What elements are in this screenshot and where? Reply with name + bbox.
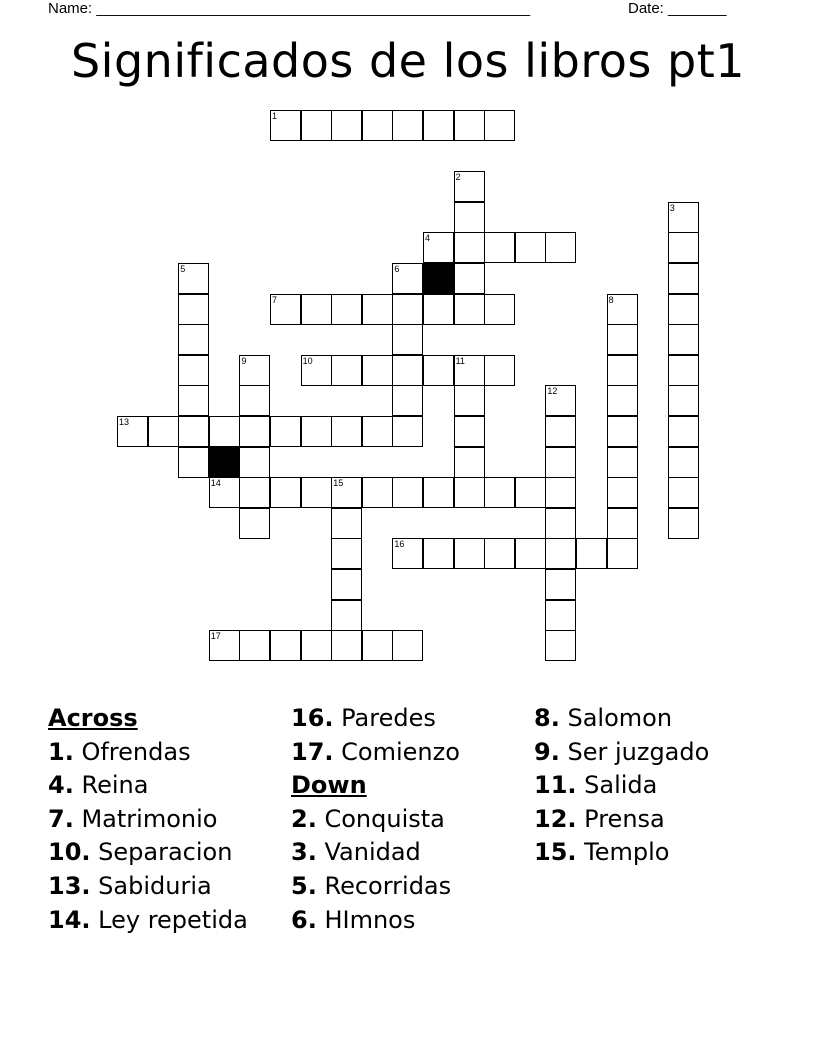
clue-number-label: 11 [455, 355, 465, 366]
clues-column-1 [48, 702, 248, 937]
clue-text: Salida [584, 771, 658, 800]
black-square [209, 447, 240, 478]
clue-across-4 [48, 769, 248, 803]
grid-cell[interactable] [545, 477, 576, 508]
clue-number-label: 7 [272, 294, 278, 305]
grid-cell[interactable] [331, 630, 362, 661]
grid-cell[interactable] [484, 355, 515, 386]
grid-cell[interactable] [545, 508, 576, 539]
grid-cell[interactable] [607, 538, 638, 569]
name-field-label: Name: ____________________________________________________ [48, 0, 531, 17]
grid-cell[interactable] [454, 202, 485, 233]
grid-cell[interactable] [239, 508, 270, 539]
clue-text: Vanidad [324, 838, 421, 867]
clue-number-label: 10 [302, 355, 313, 366]
clue-down-12 [534, 803, 709, 837]
clue-number-label: 14 [210, 478, 221, 489]
clue-down-8 [534, 702, 709, 736]
clue-number-label: 12 [547, 386, 558, 397]
clue-number: 12. [534, 804, 577, 833]
grid-cell[interactable] [331, 416, 362, 447]
grid-cell[interactable] [668, 385, 699, 416]
clue-down-6 [291, 904, 460, 938]
grid-cell[interactable] [607, 477, 638, 508]
grid-cell[interactable] [362, 416, 393, 447]
grid-cell[interactable] [515, 477, 546, 508]
grid-cell[interactable] [668, 447, 699, 478]
grid-cell[interactable] [607, 508, 638, 539]
black-square [423, 263, 454, 294]
clue-number: 15. [534, 838, 577, 867]
clue-number-label: 1 [272, 111, 278, 121]
clue-number: 10. [48, 838, 91, 867]
grid-cell[interactable] [454, 447, 485, 478]
grid-cell[interactable] [392, 630, 423, 661]
grid-cell[interactable] [515, 232, 546, 263]
grid-cell[interactable] [607, 385, 638, 416]
grid-cell[interactable] [454, 477, 485, 508]
clue-across-16 [291, 702, 460, 736]
clue-across-1 [48, 736, 248, 770]
clue-across-14 [48, 904, 248, 938]
grid-cell[interactable] [331, 569, 362, 600]
clue-number: 16. [291, 704, 334, 732]
grid-cell[interactable] [607, 416, 638, 447]
clue-number: 9. [534, 737, 560, 766]
down-heading: Down [291, 771, 367, 800]
grid-cell[interactable] [484, 294, 515, 325]
grid-cell[interactable] [454, 263, 485, 294]
grid-cell[interactable] [454, 416, 485, 447]
clue-across-10 [48, 836, 248, 870]
grid-cell[interactable] [454, 538, 485, 569]
grid-cell[interactable] [331, 294, 362, 325]
grid-cell[interactable] [423, 110, 454, 141]
clue-across-7 [48, 803, 248, 837]
grid-cell[interactable] [392, 355, 423, 386]
grid-cell[interactable] [423, 477, 454, 508]
clue-number-label: 8 [608, 294, 614, 305]
clue-text: HImnos [324, 905, 416, 934]
clue-text: Conquista [324, 804, 445, 833]
grid-cell[interactable] [392, 477, 423, 508]
grid-cell[interactable] [362, 630, 393, 661]
grid-cell[interactable] [454, 385, 485, 416]
clue-number-label: 9 [241, 355, 247, 366]
grid-cell[interactable] [668, 263, 699, 294]
clues-column-3 [534, 702, 709, 870]
grid-cell[interactable] [392, 416, 423, 447]
grid-cell[interactable] [362, 294, 393, 325]
clue-text: Reina [81, 771, 149, 800]
grid-cell[interactable] [545, 538, 576, 569]
clue-text: Prensa [584, 804, 665, 833]
grid-cell[interactable] [331, 538, 362, 569]
grid-cell[interactable] [484, 477, 515, 508]
grid-cell[interactable] [545, 416, 576, 447]
across-heading: Across [48, 704, 138, 732]
clue-number-label: 16 [394, 539, 405, 550]
clue-number: 5. [291, 871, 317, 900]
clue-number-label: 3 [669, 202, 675, 213]
grid-cell[interactable] [239, 630, 270, 661]
clue-across-17 [291, 736, 460, 770]
grid-cell[interactable] [239, 385, 270, 416]
grid-cell[interactable] [423, 538, 454, 569]
grid-cell[interactable] [178, 447, 209, 478]
grid-cell[interactable] [668, 232, 699, 263]
grid-cell[interactable] [301, 416, 332, 447]
clue-down-11 [534, 769, 709, 803]
grid-cell[interactable] [423, 355, 454, 386]
grid-cell[interactable] [545, 600, 576, 631]
clue-text: Comienzo [341, 737, 460, 766]
clue-number: 17. [291, 737, 334, 766]
grid-cell[interactable] [454, 110, 485, 141]
clues-column-2 [291, 702, 460, 937]
grid-cell[interactable] [392, 385, 423, 416]
grid-cell[interactable] [423, 294, 454, 325]
grid-cell[interactable] [148, 416, 179, 447]
clue-number-label: 17 [210, 631, 221, 642]
clue-text: Recorridas [324, 871, 452, 900]
grid-cell[interactable] [270, 630, 301, 661]
grid-cell[interactable] [331, 508, 362, 539]
grid-cell[interactable] [392, 110, 423, 141]
clue-number: 1. [48, 737, 74, 766]
grid-cell[interactable] [331, 355, 362, 386]
grid-cell[interactable] [668, 477, 699, 508]
grid-cell[interactable] [239, 447, 270, 478]
clue-number-label: 13 [119, 417, 130, 427]
grid-cell[interactable] [270, 477, 301, 508]
clue-number: 8. [534, 704, 560, 732]
clue-down-3 [291, 836, 460, 870]
grid-cell[interactable] [362, 477, 393, 508]
clue-number-label: 4 [425, 233, 431, 244]
clue-down-2 [291, 803, 460, 837]
grid-cell[interactable] [484, 110, 515, 141]
clue-down-15 [534, 836, 709, 870]
grid-cell[interactable] [484, 538, 515, 569]
clue-down-9 [534, 736, 709, 770]
clue-text: Sabiduria [98, 871, 212, 900]
grid-cell[interactable] [362, 110, 393, 141]
grid-cell[interactable] [331, 600, 362, 631]
grid-cell[interactable] [545, 569, 576, 600]
grid-cell[interactable] [607, 355, 638, 386]
grid-cell[interactable] [545, 232, 576, 263]
clue-number-label: 15 [333, 478, 344, 489]
grid-cell[interactable] [178, 294, 209, 325]
clue-across-13 [48, 870, 248, 904]
grid-cell[interactable] [668, 294, 699, 325]
clue-text: Ser juzgado [567, 737, 710, 766]
clue-number: 7. [48, 804, 74, 833]
clue-number-label: 2 [455, 172, 461, 183]
grid-cell[interactable] [209, 416, 240, 447]
clue-text: Ley repetida [98, 905, 248, 934]
clue-text: Separacion [98, 838, 233, 867]
grid-cell[interactable] [239, 416, 270, 447]
grid-cell[interactable] [178, 355, 209, 386]
grid-cell[interactable] [392, 294, 423, 325]
grid-cell[interactable] [270, 416, 301, 447]
clue-number-label: 6 [394, 264, 400, 274]
clue-number: 11. [534, 771, 577, 800]
clue-text: Paredes [341, 704, 436, 732]
grid-cell[interactable] [607, 447, 638, 478]
grid-cell[interactable] [178, 416, 209, 447]
clue-number: 3. [291, 838, 317, 867]
clue-number: 4. [48, 771, 74, 800]
grid-cell[interactable] [301, 110, 332, 141]
clue-text: Salomon [567, 704, 673, 732]
clue-number: 6. [291, 905, 317, 934]
grid-cell[interactable] [607, 324, 638, 355]
clue-number-label: 5 [180, 264, 186, 274]
clue-text: Templo [584, 838, 670, 867]
grid-cell[interactable] [392, 324, 423, 355]
clue-number: 13. [48, 871, 91, 900]
grid-cell[interactable] [668, 416, 699, 447]
clue-text: Matrimonio [81, 804, 218, 833]
grid-cell[interactable] [301, 630, 332, 661]
grid-cell[interactable] [454, 232, 485, 263]
grid-cell[interactable] [668, 508, 699, 539]
clue-number: 2. [291, 804, 317, 833]
grid-cell[interactable] [301, 477, 332, 508]
grid-cell[interactable] [484, 232, 515, 263]
date-field-label: Date: _______ [628, 0, 727, 17]
grid-cell[interactable] [668, 355, 699, 386]
clue-text: Ofrendas [81, 737, 191, 766]
grid-cell[interactable] [331, 110, 362, 141]
grid-cell[interactable] [362, 355, 393, 386]
grid-cell[interactable] [545, 630, 576, 661]
grid-cell[interactable] [178, 385, 209, 416]
page-title: Significados de los libros pt1 [70, 34, 746, 88]
clue-number: 14. [48, 905, 91, 934]
grid-cell[interactable] [515, 538, 546, 569]
clue-down-5 [291, 870, 460, 904]
grid-cell[interactable] [545, 447, 576, 478]
grid-cell[interactable] [301, 294, 332, 325]
grid-cell[interactable] [576, 538, 607, 569]
grid-cell[interactable] [454, 294, 485, 325]
grid-cell[interactable] [239, 477, 270, 508]
grid-cell[interactable] [668, 324, 699, 355]
grid-cell[interactable] [178, 324, 209, 355]
